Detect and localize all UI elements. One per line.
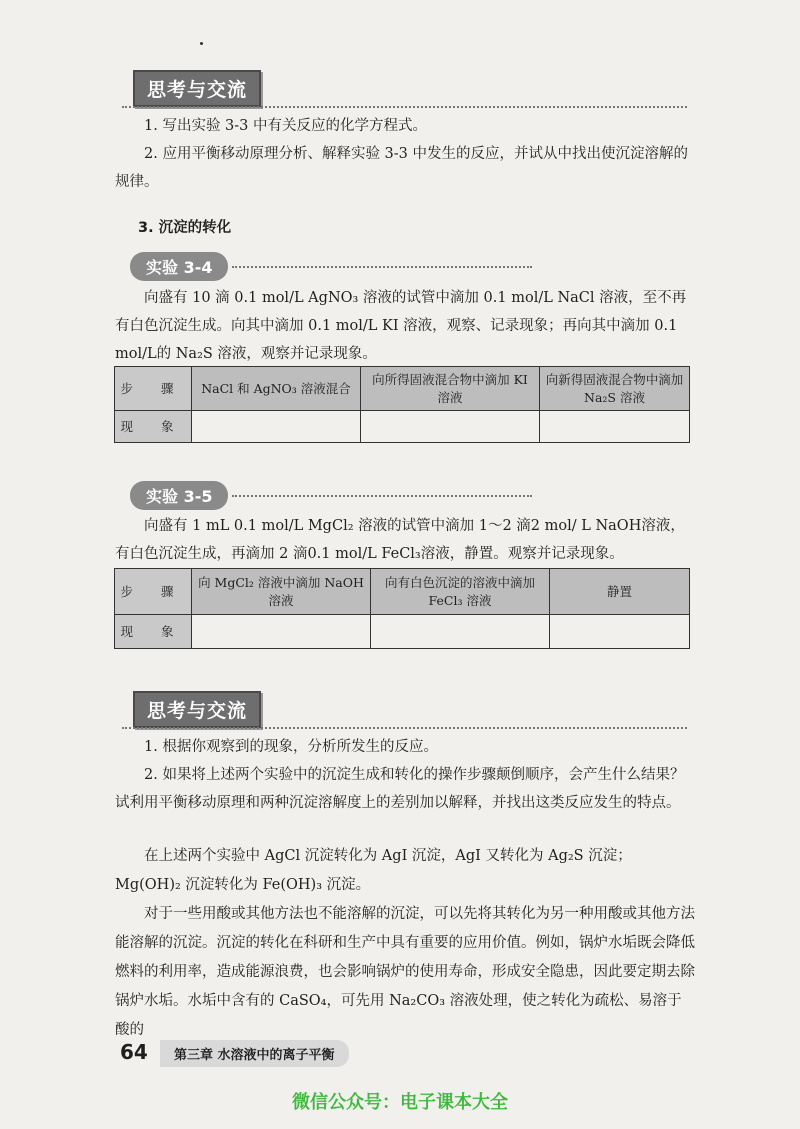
think2-q1: 1. 根据你观察到的现象，分析所发生的反应。 (144, 739, 438, 755)
think2-q2: 2. 如果将上述两个实验中的沉淀生成和转化的操作步骤颠倒顺序，会产生什么结果？试利用平衡移动原理和两种沉淀溶解度上的差别加以解释，并找出这类反应发生的特点。 (115, 767, 685, 811)
think2-questions (115, 733, 695, 817)
watermark-text: 微信公众号：电子课本大全 (292, 1092, 508, 1113)
col-step-2: 向所得固液混合物中滴加 KI 溶液 (361, 367, 540, 411)
think1-questions (115, 112, 690, 196)
section-title: 3. 沉淀的转化 (138, 220, 232, 236)
col-step-1: NaCl 和 AgNO₃ 溶液混合 (192, 367, 361, 411)
col-step-1: 向 MgCl₂ 溶液中滴加 NaOH 溶液 (192, 569, 371, 615)
think-discuss-badge-1: 思考与交流 (133, 70, 261, 107)
observation-cell (361, 411, 540, 443)
row-label-observation: 现 象 (115, 411, 192, 443)
experiment-3-5-text: 向盛有 1 mL 0.1 mol/L MgCl₂ 溶液的试管中滴加 1～2 滴2 mol/ L NaOH溶液，有白色沉淀生成，再滴加 2 滴0.1 mol/L FeCl₃溶液，静置。观察并记录现象。 (115, 518, 685, 562)
experiment-3-5-table (114, 568, 690, 649)
col-step-3: 向新得固液混合物中滴加 Na₂S 溶液 (540, 367, 690, 411)
observation-cell (371, 615, 550, 649)
think1-q1: 1. 写出实验 3-3 中有关反应的化学方程式。 (144, 118, 428, 134)
chapter-title: 第三章 水溶液中的离子平衡 (160, 1040, 349, 1067)
experiment-3-4-table (114, 366, 690, 443)
stray-dot (200, 42, 203, 45)
dotted-divider-3 (232, 495, 532, 497)
body-paragraph-2: 对于一些用酸或其他方法也不能溶解的沉淀，可以先将其转化为另一种用酸或其他方法能溶解的沉淀。沉淀的转化在科研和生产中具有重要的应用价值。例如，锅炉水垢既会降低燃料的利用率，造成能源浪费，也会影响锅炉的使用寿命，形成安全隐患，因此要定期去除锅炉水垢。水垢中含有的 CaSO₄，可先用 Na₂CO₃ 溶液处理，使之转化为疏松、易溶于酸的 (115, 906, 695, 1038)
experiment-3-4-text: 向盛有 10 滴 0.1 mol/L AgNO₃ 溶液的试管中滴加 0.1 mol/L NaCl 溶液，至不再有白色沉淀生成。向其中滴加 0.1 mol/L KI 溶液，观察、记录现象；再向其中滴加 0.1 mol/L的 Na₂S 溶液，观察并记录现象。 (115, 290, 687, 362)
think-discuss-badge-2: 思考与交流 (133, 691, 261, 728)
think1-q2: 2. 应用平衡移动原理分析、解释实验 3-3 中发生的反应，并试从中找出使沉淀溶解的规律。 (115, 146, 689, 190)
observation-cell (550, 615, 690, 649)
col-step-3: 静置 (550, 569, 690, 615)
dotted-divider-2 (232, 266, 532, 268)
body-text (115, 842, 695, 1045)
dotted-divider-4 (122, 727, 687, 729)
row-label-steps: 步 骤 (115, 367, 192, 411)
dotted-divider-1 (122, 106, 687, 108)
observation-cell (192, 615, 371, 649)
observation-cell (192, 411, 361, 443)
body-paragraph-1: 在上述两个实验中 AgCl 沉淀转化为 AgI 沉淀，AgI 又转化为 Ag₂S 沉淀；Mg(OH)₂ 沉淀转化为 Fe(OH)₃ 沉淀。 (115, 848, 632, 893)
page-number: 64 (120, 1040, 148, 1064)
row-label-steps: 步 骤 (115, 569, 192, 615)
row-label-observation: 现 象 (115, 615, 192, 649)
experiment-3-4-badge: 实验 3-4 (130, 252, 228, 281)
col-step-2: 向有白色沉淀的溶液中滴加 FeCl₃ 溶液 (371, 569, 550, 615)
experiment-3-5-badge: 实验 3-5 (130, 481, 228, 510)
observation-cell (540, 411, 690, 443)
